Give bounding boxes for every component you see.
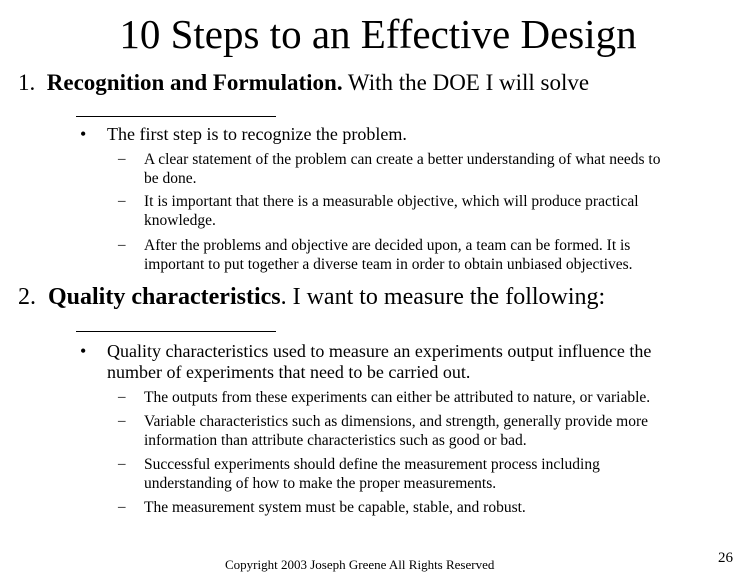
page-number: 26 <box>718 550 733 566</box>
section-1-sub-3-line-1: After the problems and objective are decided upon, a team can be formed. It is <box>144 237 631 254</box>
section-1-sub-2-line-1: It is important that there is a measurable objective, which will produce practical <box>144 193 639 210</box>
section-2-sub-4-line-1: The measurement system must be capable, stable, and robust. <box>144 499 526 516</box>
section-1-sub-1-line-2: be done. <box>144 170 197 187</box>
section-1-sub-2-line-2: knowledge. <box>144 212 216 229</box>
bullet-glyph: • <box>80 124 87 144</box>
section-2-text: . I want to measure the following: <box>280 284 606 310</box>
section-2-bullet-line-2: number of experiments that need to be carried out. <box>107 362 471 382</box>
section-1-sub-1-line-1: A clear statement of the problem can create a better understanding of what needs to <box>144 151 661 168</box>
section-1-bullet: The first step is to recognize the problem. <box>107 124 407 144</box>
section-1-sub-3-line-2: important to put together a diverse team in order to obtain unbiased objectives. <box>144 256 633 273</box>
section-2-title: Quality characteristics <box>48 284 281 310</box>
dash-glyph: – <box>118 193 126 209</box>
section-1-text: With the DOE I will solve <box>342 70 590 95</box>
section-1-blank-line <box>76 116 276 117</box>
dash-glyph: – <box>118 413 126 429</box>
dash-glyph: – <box>118 499 126 515</box>
dash-glyph: – <box>118 151 126 167</box>
section-2-blank-line <box>76 331 276 332</box>
dash-glyph: – <box>118 456 126 472</box>
copyright-footer: Copyright 2003 Joseph Greene All Rights Reserved <box>225 557 495 572</box>
section-1-number: 1. <box>18 70 36 95</box>
bullet-glyph: • <box>80 341 87 361</box>
slide-title: 10 Steps to an Effective Design <box>119 11 637 57</box>
dash-glyph: – <box>118 237 126 253</box>
section-2-sub-2-line-2: information than attribute characteristics such as good or bad. <box>144 432 527 449</box>
section-1-heading <box>18 69 589 97</box>
section-2-sub-3-line-2: understanding of how to make the proper measurements. <box>144 475 497 492</box>
section-2-bullet-line-1: Quality characteristics used to measure an experiments output influence the <box>107 341 652 361</box>
section-2-heading <box>18 283 605 311</box>
section-1-title: Recognition and Formulation. <box>46 70 343 95</box>
section-2-sub-3-line-1: Successful experiments should define the measurement process including <box>144 456 600 473</box>
section-2-sub-2-line-1: Variable characteristics such as dimensions, and strength, generally provide more <box>144 413 649 430</box>
dash-glyph: – <box>118 389 126 405</box>
section-2-number: 2. <box>18 284 36 310</box>
section-2-sub-1-line-1: The outputs from these experiments can either be attributed to nature, or variable. <box>144 389 651 406</box>
